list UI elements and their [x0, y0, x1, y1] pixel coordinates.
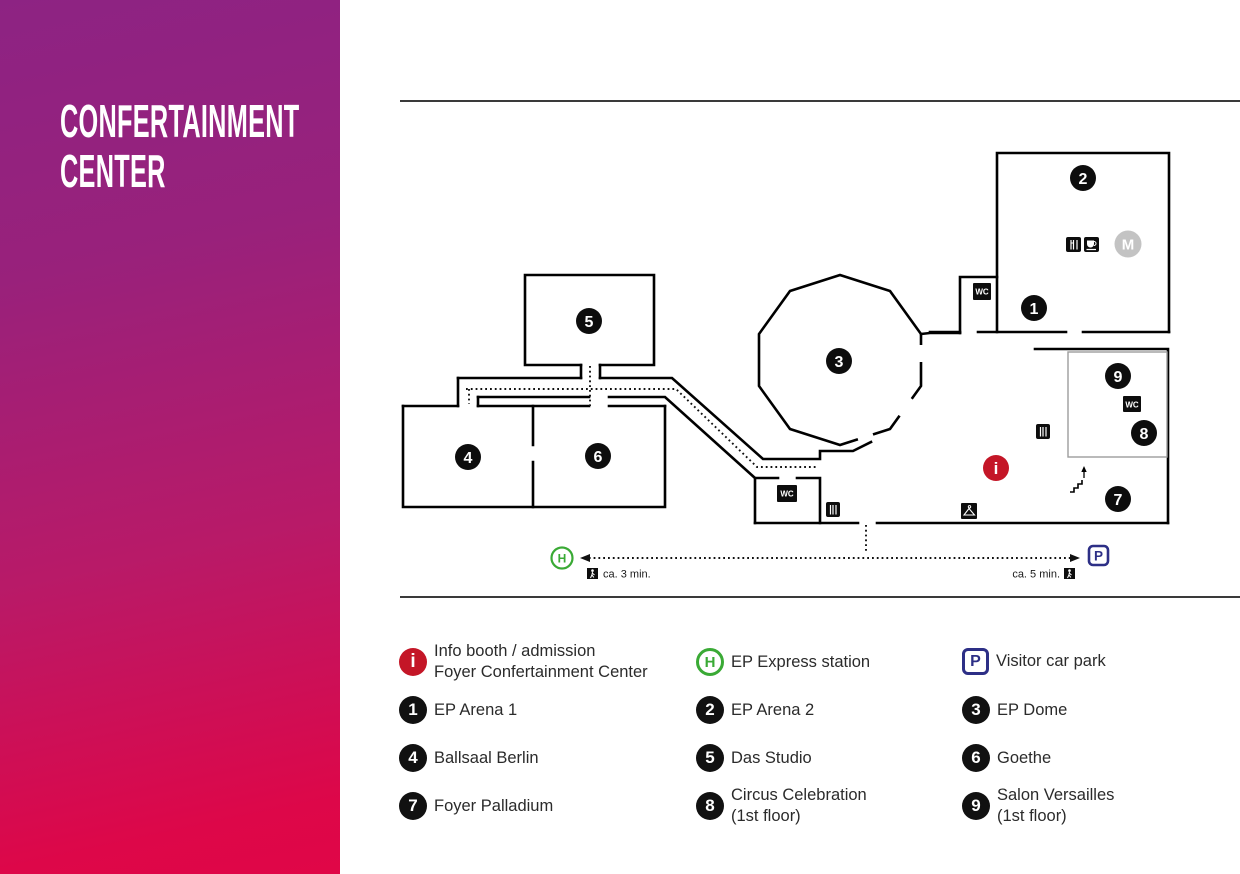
- map-building-ballsaal-goethe: [403, 406, 665, 507]
- svg-text:M: M: [1121, 236, 1135, 254]
- legend-label: Ballsaal Berlin: [434, 748, 539, 767]
- legend-label: EP Arena 2: [731, 700, 815, 719]
- floor-plan-map: [390, 88, 1240, 612]
- badge-1-icon: 1: [399, 696, 427, 724]
- wc-icon-upper: [973, 283, 991, 300]
- page-title-line1: CONFERTAINMENT: [60, 95, 300, 147]
- map-distance-arrow: [580, 554, 1080, 562]
- legend-label: Foyer Confertainment Center: [434, 663, 648, 681]
- legend-item-ep-express-station: [696, 648, 870, 676]
- restaurant-icon-foyer: [826, 502, 840, 517]
- badge-3-icon: 3: [962, 696, 990, 724]
- svg-text:8: 8: [1139, 426, 1149, 443]
- walk-time-right: [1012, 568, 1075, 581]
- legend-label: Visitor car park: [996, 652, 1106, 670]
- legend-item-ep-dome: [962, 696, 1067, 724]
- svg-text:H: H: [557, 551, 567, 566]
- svg-text:5: 5: [584, 314, 594, 331]
- badge-9-icon: 9: [962, 792, 990, 820]
- map-badge-9: [1105, 363, 1131, 389]
- arrowhead-right: [1070, 554, 1080, 562]
- badge-4-icon: 4: [399, 744, 427, 772]
- badge-2-icon: 2: [696, 696, 724, 724]
- legend-item-goethe: [962, 744, 1051, 772]
- parking-icon: P: [962, 648, 989, 675]
- page-title-line2: CENTER: [60, 145, 166, 197]
- wc-icon-lower: [777, 485, 797, 502]
- station-icon: H: [696, 648, 724, 676]
- metro-icon: [1115, 231, 1142, 258]
- map-dome-outline: [759, 275, 960, 445]
- legend-item-info-booth: [399, 641, 648, 683]
- legend-label: Das Studio: [731, 748, 812, 767]
- svg-text:2: 2: [1078, 171, 1088, 188]
- svg-text:7: 7: [1113, 492, 1123, 509]
- badge-8-icon: 8: [696, 792, 724, 820]
- map-badge-5: [576, 308, 602, 334]
- coat-check-icon: [961, 503, 977, 519]
- legend-item-circus-celebration: [696, 785, 867, 827]
- map-badge-2: [1070, 165, 1096, 191]
- svg-text:P: P: [1093, 548, 1104, 564]
- badge-5-icon: 5: [696, 744, 724, 772]
- legend-label: EP Dome: [997, 700, 1068, 719]
- legend-item-das-studio: [696, 744, 812, 772]
- map-badge-4: [455, 444, 481, 470]
- stairs-icon: [1070, 466, 1087, 492]
- legend-item-ep-arena-2: [696, 696, 814, 724]
- legend-label: Info booth / admission: [434, 642, 596, 660]
- legend-label: EP Express station: [731, 652, 871, 671]
- legend-item-ballsaal-berlin: [399, 744, 539, 772]
- arrowhead-left: [580, 554, 590, 562]
- wc-icon-salon: [1123, 396, 1141, 412]
- legend-label: Foyer Palladium: [434, 796, 554, 815]
- svg-text:WC: WC: [780, 489, 794, 499]
- svg-text:3: 3: [834, 354, 844, 371]
- legend-item-ep-arena-1: [399, 696, 517, 724]
- svg-text:6: 6: [593, 449, 603, 466]
- legend-item-visitor-car-park: [962, 648, 1106, 675]
- legend-label: Goethe: [997, 748, 1052, 767]
- map-badge-1: [1021, 295, 1047, 321]
- svg-text:WC: WC: [975, 287, 989, 297]
- map-info-booth-icon: [983, 455, 1009, 481]
- info-icon: i: [399, 648, 427, 676]
- legend-label: EP Arena 1: [434, 700, 518, 719]
- legend-item-salon-versailles: [962, 785, 1114, 827]
- sidebar-panel: [0, 0, 340, 874]
- map-badge-3: [826, 348, 852, 374]
- cafe-icon-arena2: [1084, 237, 1099, 252]
- legend-label: (1st floor): [997, 807, 1067, 825]
- legend-label: (1st floor): [731, 807, 801, 825]
- legend-item-foyer-palladium: [399, 792, 553, 820]
- svg-text:ca. 3 min.: ca. 3 min.: [603, 568, 651, 581]
- svg-text:i: i: [993, 459, 999, 478]
- svg-text:4: 4: [463, 450, 473, 467]
- map-badge-8: [1131, 420, 1157, 446]
- svg-text:9: 9: [1113, 369, 1123, 386]
- legend-label: Salon Versailles: [997, 786, 1115, 804]
- svg-text:ca. 5 min.: ca. 5 min.: [1012, 568, 1060, 581]
- svg-text:WC: WC: [1125, 400, 1139, 410]
- map-badge-6: [585, 443, 611, 469]
- restaurant-icon-arena2: [1066, 237, 1081, 252]
- parking-icon-map: [1089, 546, 1108, 565]
- station-icon-map: [552, 548, 573, 569]
- walk-time-left: [587, 568, 651, 581]
- restaurant-icon-salon: [1036, 424, 1050, 439]
- badge-6-icon: 6: [962, 744, 990, 772]
- legend-label: Circus Celebration: [731, 786, 867, 804]
- svg-text:1: 1: [1029, 301, 1039, 318]
- map-badge-7: [1105, 486, 1131, 512]
- badge-7-icon: 7: [399, 792, 427, 820]
